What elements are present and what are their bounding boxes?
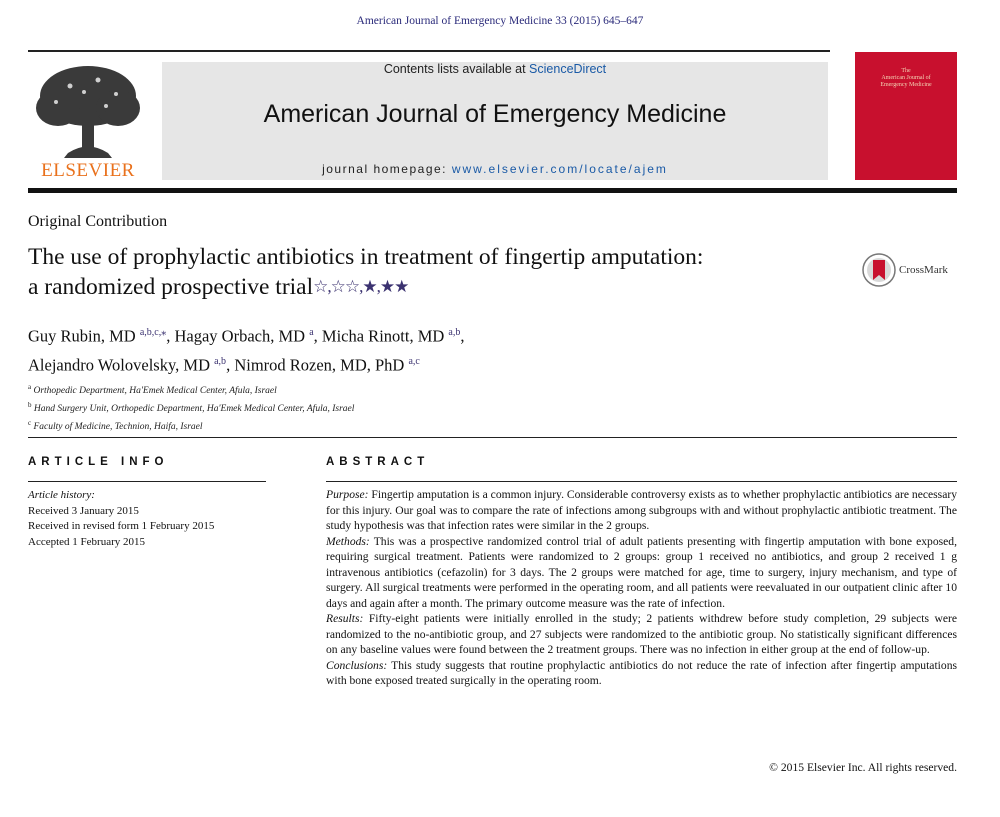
homepage-link[interactable]: www.elsevier.com/locate/ajem <box>451 162 668 176</box>
journal-banner <box>162 62 828 180</box>
cover-line: The <box>901 68 911 74</box>
methods-label: Methods: <box>326 534 370 548</box>
author-name: Alejandro Wolovelsky, MD <box>28 355 210 374</box>
affiliation-mark: c <box>28 419 32 428</box>
journal-citation[interactable]: American Journal of Emergency Medicine 33 (2015) 645–647 <box>356 15 644 27</box>
title-line: The use of prophylactic antibiotics in treatment of fingertip amputation: <box>28 244 704 270</box>
abstract-methods <box>326 534 957 612</box>
abstract-conclusions <box>326 658 957 689</box>
copyright-notice: © 2015 Elsevier Inc. All rights reserved. <box>769 761 957 774</box>
article-history <box>28 488 214 550</box>
section-rule <box>28 437 957 438</box>
homepage-line <box>162 162 828 176</box>
history-label: Article history: <box>28 489 95 501</box>
author-affiliation-mark[interactable]: a,b,c,⁎ <box>139 327 167 338</box>
received-date: Received 3 January 2015 <box>28 504 139 517</box>
title-line-2 <box>28 272 828 302</box>
author-separator: , <box>313 326 322 346</box>
conclusions-label: Conclusions: <box>326 658 388 672</box>
affiliation-text: Faculty of Medicine, Technion, Haifa, Israel <box>33 422 203 433</box>
contents-prefix: Contents lists available at <box>383 62 530 76</box>
author-line <box>28 349 828 378</box>
abstract-rule <box>326 481 957 482</box>
affiliation-text: Orthopedic Department, Ha'Emek Medical Center, Afula, Israel <box>33 386 277 397</box>
author-line <box>28 320 828 349</box>
affiliation-item <box>28 416 354 434</box>
author-separator: , <box>166 326 175 346</box>
crossmark-label[interactable]: CrossMark <box>899 264 948 276</box>
affiliation-mark: a <box>28 383 32 391</box>
author-affiliation-mark[interactable]: a <box>309 327 314 338</box>
author-name: Micha Rinott, MD <box>321 326 445 346</box>
cover-line: American Journal of <box>881 75 931 81</box>
abstract-results <box>326 611 957 658</box>
affiliation-text: Hand Surgery Unit, Orthopedic Department, Ha'Emek Medical Center, Afula, Israel <box>33 404 355 415</box>
author-list <box>28 320 828 377</box>
abstract-body <box>326 487 957 689</box>
author-affiliation-mark[interactable]: a,b <box>448 327 461 338</box>
accepted-date: Accepted 1 February 2015 <box>28 535 145 548</box>
journal-cover-thumbnail[interactable] <box>855 52 957 180</box>
conclusions-text: This study suggests that routine prophylactic antibiotics do not reduce the rate of infection after fingertip amputations with bone exposed treated surgically in the operating room. <box>326 658 957 687</box>
journal-name: American Journal of Emergency Medicine <box>263 100 727 128</box>
cover-line: Emergency Medicine <box>880 82 932 88</box>
purpose-text: Fingertip amputation is a common injury. Considerable controversy exists as to whether prophylactic antibiotics are necessary for this injury. Our goal was to compare the rate of infections among subgroups with and without prophylactic antibiotic treatment. The study hypothesis was that infection rates were similar in the 2 groups. <box>326 488 957 532</box>
author-name: Nimrod Rozen, MD, PhD <box>234 355 405 374</box>
author-name: Hagay Orbach, MD <box>174 326 306 346</box>
article-title <box>28 242 828 302</box>
crossmark-icon[interactable] <box>862 253 896 287</box>
abstract-heading: ABSTRACT <box>326 456 430 468</box>
title-footnote-stars[interactable]: ☆,☆☆,★,★★ <box>313 277 409 296</box>
purpose-label: Purpose: <box>326 488 369 501</box>
affiliation-list <box>28 380 354 434</box>
author-name: Guy Rubin, MD <box>28 326 136 346</box>
article-info-heading: ARTICLE INFO <box>28 456 169 468</box>
top-rule <box>28 50 830 52</box>
results-text: Fifty-eight patients were initially enrolled in the study; 2 patients withdrew before study completion, 29 subjects were randomized to the no-antibiotic group, and 27 subjects were randomized to the antibiotic group. No statistically significant differences on any baseline values were found between the 2 treatment groups. There was no infection in either group at the end of follow-up. <box>326 612 957 656</box>
affiliation-item <box>28 398 354 416</box>
article-info-rule <box>28 481 266 482</box>
methods-text: This was a prospective randomized control trial of adult patients presenting with fingertip amputation with bone exposed, requiring surgical treatment. Patients were randomized to 2 groups: group 1 received no antibiotics, and group 2 received 1 g intravenous antibiotics (cefazolin) for 3 days. The 2 groups were matched for age, time to surgery, injury mechanism, and type of surgery. All surgical treatments were performed in the operating room, and all patients were reevaluated in our outpatient clinic after 10 days and again after a month. The primary outcome measure was the rate of infection. <box>326 534 957 610</box>
article-type: Original Contribution <box>28 213 168 230</box>
affiliation-item <box>28 380 354 398</box>
author-affiliation-mark[interactable]: a,c <box>408 355 420 367</box>
elsevier-wordmark[interactable]: ELSEVIER <box>41 160 135 181</box>
title-line: a randomized prospective trial <box>28 274 314 300</box>
homepage-prefix: journal homepage: <box>322 162 452 176</box>
header-rule <box>28 188 957 193</box>
affiliation-mark: b <box>28 401 32 410</box>
author-separator: , <box>460 326 465 346</box>
cover-title <box>855 68 957 89</box>
abstract-purpose <box>326 487 957 534</box>
author-separator: , <box>226 355 235 374</box>
revised-date: Received in revised form 1 February 2015 <box>28 520 215 532</box>
author-affiliation-mark[interactable]: a,b <box>214 355 227 367</box>
contents-line <box>162 62 828 76</box>
results-label: Results: <box>326 612 364 625</box>
sciencedirect-link[interactable]: ScienceDirect <box>529 62 607 76</box>
